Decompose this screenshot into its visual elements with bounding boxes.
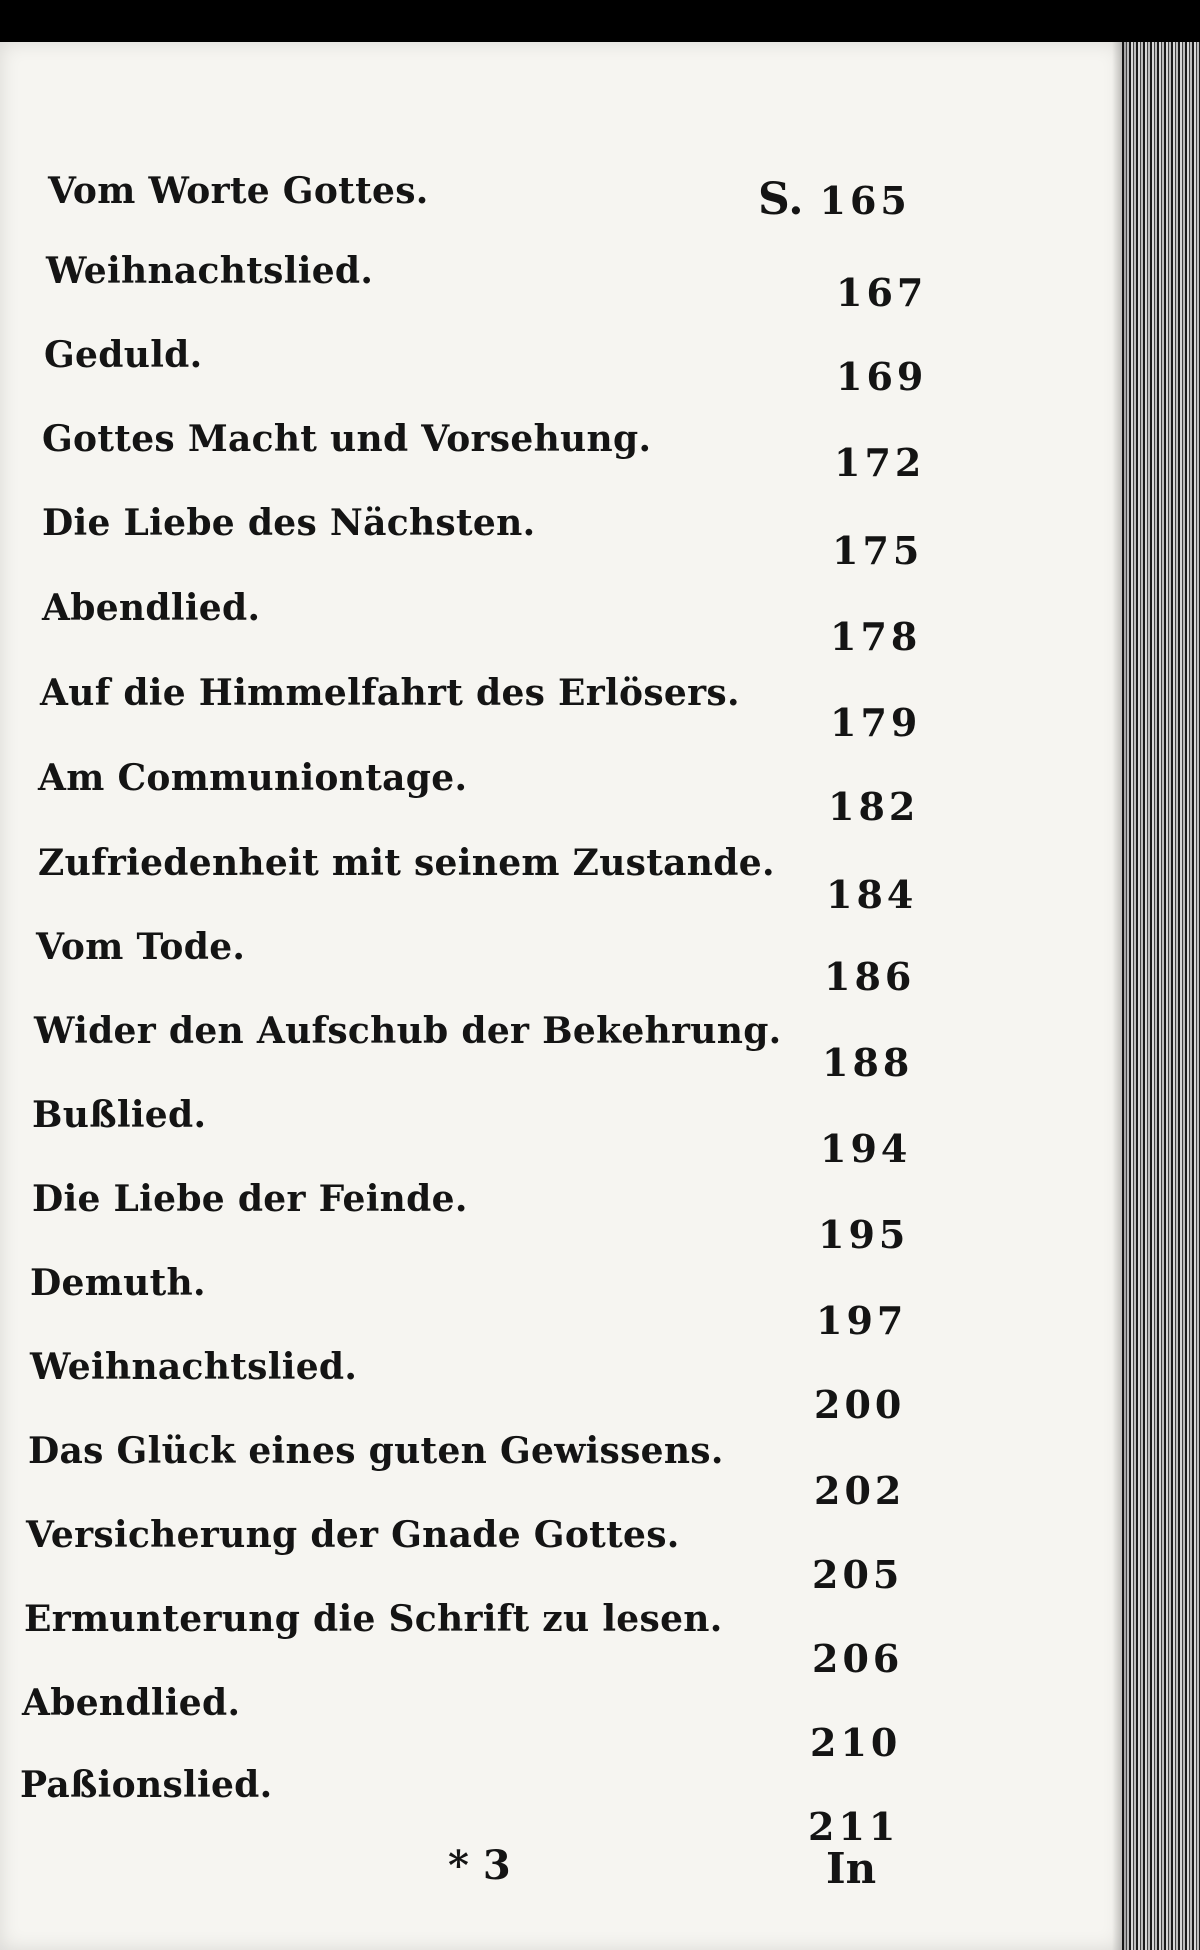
toc-page-number: 206	[812, 1636, 904, 1681]
toc-entry-title: Vom Worte Gottes.	[48, 170, 429, 212]
toc-page-number: 200	[814, 1382, 906, 1427]
book-page	[0, 42, 1122, 1950]
toc-page-number: 205	[812, 1552, 904, 1597]
toc-page-number: 194	[820, 1126, 912, 1171]
toc-page-number: 202	[814, 1468, 906, 1513]
toc-entry-title: Gottes Macht und Vorsehung.	[42, 418, 652, 460]
toc-page-number: 188	[822, 1040, 914, 1085]
toc-page-number: 197	[816, 1298, 908, 1343]
toc-page-number: 172	[834, 440, 926, 485]
page-edge-texture	[1122, 42, 1200, 1950]
toc-entry-title: Versicherung der Gnade Gottes.	[26, 1514, 680, 1556]
toc-entry-title: Die Liebe des Nächsten.	[42, 502, 536, 544]
toc-entry-title: Geduld.	[44, 334, 203, 376]
toc-page-number: 195	[818, 1212, 910, 1257]
toc-page-number: 182	[828, 784, 920, 829]
toc-entry-title: Abendlied.	[42, 587, 261, 629]
toc-page-number: 179	[830, 700, 922, 745]
toc-entry-title: Vom Tode.	[36, 926, 246, 968]
toc-page-number: 186	[824, 954, 916, 999]
toc-page-number: 175	[832, 528, 924, 573]
toc-entry-title: Zufriedenheit mit seinem Zustande.	[38, 842, 775, 884]
toc-entry-title: Ermunterung die Schrift zu lesen.	[24, 1598, 723, 1640]
toc-entry-title: Wider den Aufschub der Bekehrung.	[34, 1010, 782, 1052]
toc-page-number: 184	[826, 872, 918, 917]
toc-entry-title: Auf die Himmelfahrt des Erlösers.	[40, 672, 740, 714]
toc-entry-page	[758, 174, 911, 225]
table-of-contents	[0, 42, 1122, 1950]
toc-page-number: 211	[808, 1804, 900, 1849]
toc-page-number: 167	[836, 270, 928, 315]
toc-entry-title: Weihnachtslied.	[46, 250, 374, 292]
toc-page-number: 210	[810, 1720, 902, 1765]
toc-entry-title: Weihnachtslied.	[30, 1346, 358, 1388]
toc-page-number: 178	[830, 614, 922, 659]
toc-entry-title: Abendlied.	[22, 1682, 241, 1724]
toc-entry-title: Das Glück eines guten Gewissens.	[28, 1430, 724, 1472]
toc-entry-title: Bußlied.	[32, 1094, 207, 1136]
toc-page-number: 165	[819, 178, 911, 223]
toc-entry-title: Paßionslied.	[20, 1764, 273, 1806]
signature-mark: * 3	[448, 1842, 511, 1889]
toc-page-number: 169	[836, 354, 928, 399]
toc-entry-title: Die Liebe der Feinde.	[32, 1178, 468, 1220]
toc-entry-title: Demuth.	[30, 1262, 206, 1304]
page-prefix: S.	[758, 174, 804, 225]
catchword: In	[826, 1844, 877, 1893]
toc-entry-title: Am Communiontage.	[38, 757, 468, 799]
